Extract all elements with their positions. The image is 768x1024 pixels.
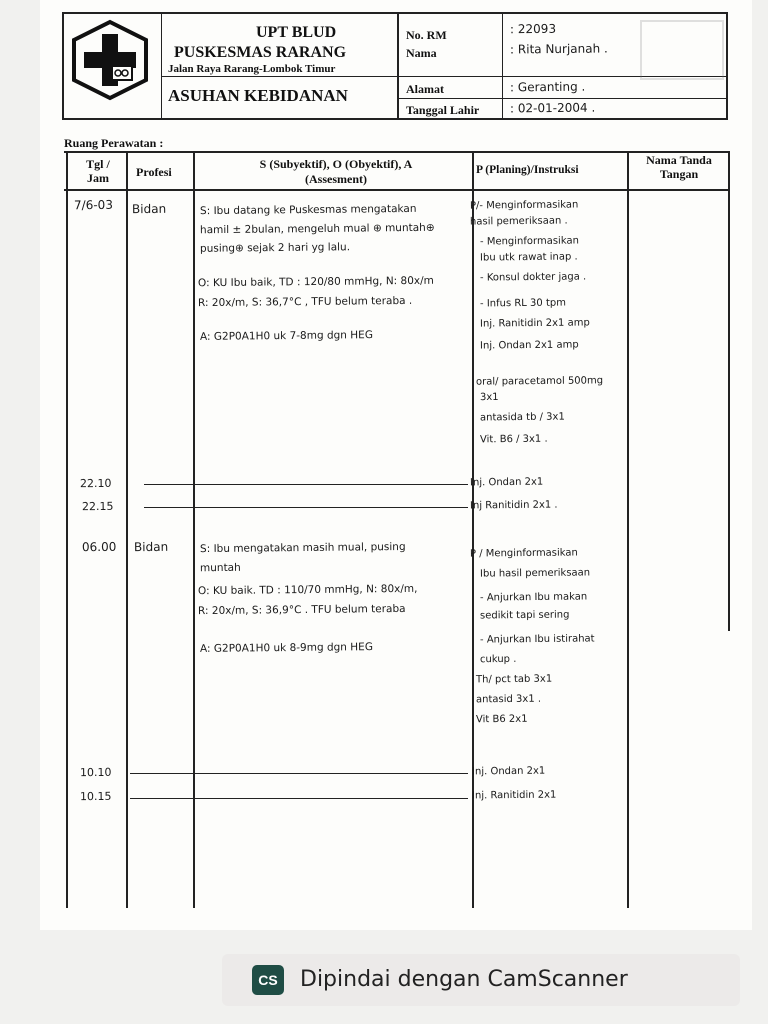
entry2-o-line2: R: 20x/m, S: 36,9°C . TFU belum teraba bbox=[197, 602, 406, 618]
header-profesi: Profesi bbox=[136, 165, 172, 179]
room-label: Ruang Perawatan : bbox=[64, 136, 164, 150]
entry1-p-line12: Vit. B6 / 3x1 . bbox=[479, 433, 548, 446]
entry1-a: A: G2P0A1H0 uk 7-8mg dgn HEG bbox=[199, 329, 373, 343]
field-label-alamat: Alamat bbox=[406, 82, 444, 96]
institution-line1: UPT BLUD bbox=[256, 24, 337, 41]
entry2-p-line6: cukup . bbox=[479, 653, 517, 666]
entry1-s-line1: S: Ibu datang ke Puskesmas mengatakan bbox=[199, 202, 417, 218]
entry1-p-line10: 3x1 bbox=[479, 391, 499, 404]
header-soa: S (Subyektif), O (Obyektif), A (Assesment) bbox=[259, 157, 413, 186]
field-value-nama: : Rita Nurjanah . bbox=[509, 41, 608, 57]
timed1-text1: Inj. Ondan 2x1 bbox=[469, 476, 544, 489]
entry2-p-line8: antasid 3x1 . bbox=[475, 693, 542, 706]
entry1-p-line4: Ibu utk rawat inap . bbox=[479, 251, 578, 264]
entry1-o-line2: R: 20x/m, S: 36,7°C , TFU belum teraba . bbox=[197, 294, 413, 310]
entry2-p-line9: Vit B6 2x1 bbox=[475, 713, 528, 726]
header-right-border bbox=[726, 14, 728, 120]
entry2-a: A: G2P0A1H0 uk 8-9mg dgn HEG bbox=[199, 641, 373, 655]
table-col-planning bbox=[627, 151, 629, 908]
table-col-left bbox=[66, 151, 68, 908]
timed1-arrow2 bbox=[144, 507, 468, 508]
puskesmas-logo-icon bbox=[68, 18, 152, 102]
field-value-alamat: : Geranting . bbox=[509, 79, 586, 95]
title-separator bbox=[162, 76, 398, 77]
timed2-arrow1 bbox=[130, 773, 468, 774]
bleed-through-mark bbox=[640, 20, 724, 80]
entry1-p-line8: Inj. Ondan 2x1 amp bbox=[479, 339, 579, 352]
timed1-time1: 22.10 bbox=[79, 476, 112, 491]
form-title: ASUHAN KEBIDANAN bbox=[168, 86, 348, 105]
entry2-p-line2: Ibu hasil pemeriksaan bbox=[479, 567, 591, 580]
entry2-p-line7: Th/ pct tab 3x1 bbox=[475, 673, 553, 686]
entry2-o-line1: O: KU baik. TD : 110/70 mmHg, N: 80x/m, bbox=[197, 582, 418, 598]
entry1-p-line7: Inj. Ranitidin 2x1 amp bbox=[479, 317, 590, 330]
timed2-time2: 10.15 bbox=[79, 789, 112, 804]
institution-line2: PUSKESMAS RARANG bbox=[174, 44, 347, 61]
entry2-p-line5: - Anjurkan Ibu istirahat bbox=[479, 633, 595, 646]
field-label-tanggal-lahir: Tanggal Lahir bbox=[406, 103, 480, 117]
fields-separator-2 bbox=[398, 98, 728, 99]
timed1-time2: 22.15 bbox=[81, 499, 114, 514]
entry1-date: 7/6-03 bbox=[73, 197, 113, 213]
entry2-s-line2: muntah bbox=[199, 561, 241, 575]
entry1-p-line11: antasida tb / 3x1 bbox=[479, 411, 565, 424]
header-planning: P (Planing)/Instruksi bbox=[476, 164, 579, 176]
entry2-p-line1: P / Menginformasikan bbox=[469, 547, 578, 560]
camscanner-logo-icon: CS bbox=[252, 965, 284, 995]
fields-column-divider bbox=[502, 12, 503, 120]
entry1-p-line5: - Konsul dokter jaga . bbox=[479, 271, 587, 284]
entry2-s-line1: S: Ibu mengatakan masih mual, pusing bbox=[199, 540, 406, 556]
entry1-s-line2: hamil ± 2bulan, mengeluh mual ⊕ muntah⊕ bbox=[199, 221, 435, 237]
timed2-arrow2 bbox=[130, 798, 468, 799]
entry1-profesi: Bidan bbox=[131, 201, 167, 217]
field-label-nama: Nama bbox=[406, 46, 437, 60]
camscanner-footer bbox=[222, 954, 740, 1006]
field-value-rm: : 22093 bbox=[509, 21, 557, 37]
entry1-s-line3: pusing⊕ sejak 2 hari yg lalu. bbox=[199, 241, 351, 255]
timed2-text1: Inj. Ondan 2x1 bbox=[471, 765, 546, 778]
entry1-p-line9: oral/ paracetamol 500mg bbox=[475, 375, 604, 388]
entry1-p-line6: - Infus RL 30 tpm bbox=[479, 297, 566, 310]
table-col-tgl bbox=[126, 151, 128, 908]
title-divider bbox=[397, 12, 399, 120]
logo-divider bbox=[161, 12, 162, 120]
entry2-date: 06.00 bbox=[81, 539, 117, 555]
header-left-border bbox=[62, 12, 64, 120]
entry1-p-line2: hasil pemeriksaan . bbox=[469, 215, 568, 228]
entry2-p-line3: - Anjurkan Ibu makan bbox=[479, 591, 588, 604]
camscanner-text: Dipindai dengan CamScanner bbox=[300, 967, 628, 992]
entry1-p-line3: - Menginformasikan bbox=[479, 235, 579, 248]
field-value-tanggal-lahir: : 02-01-2004 . bbox=[509, 100, 596, 116]
timed2-text2: Inj. Ranitidin 2x1 bbox=[471, 789, 557, 802]
institution-address: Jalan Raya Rarang-Lombok Timur bbox=[168, 63, 336, 75]
table-col-right bbox=[728, 151, 730, 631]
entry2-p-line4: sedikit tapi sering bbox=[479, 609, 570, 622]
header-tgl-jam: Tgl / Jam bbox=[86, 157, 110, 185]
header-nama-tanda-tangan: Nama Tanda Tangan bbox=[646, 153, 712, 181]
scanned-page bbox=[40, 0, 752, 930]
field-label-rm: No. RM bbox=[406, 28, 447, 42]
entry2-profesi: Bidan bbox=[133, 539, 169, 555]
timed2-time1: 10.10 bbox=[79, 765, 112, 780]
entry1-o-line1: O: KU Ibu baik, TD : 120/80 mmHg, N: 80x/m bbox=[197, 274, 434, 290]
timed1-arrow1 bbox=[144, 484, 468, 485]
table-col-profesi bbox=[193, 151, 195, 908]
timed1-text2: Inj Ranitidin 2x1 . bbox=[469, 499, 558, 512]
entry1-p-line1: P/- Menginformasikan bbox=[469, 199, 579, 212]
